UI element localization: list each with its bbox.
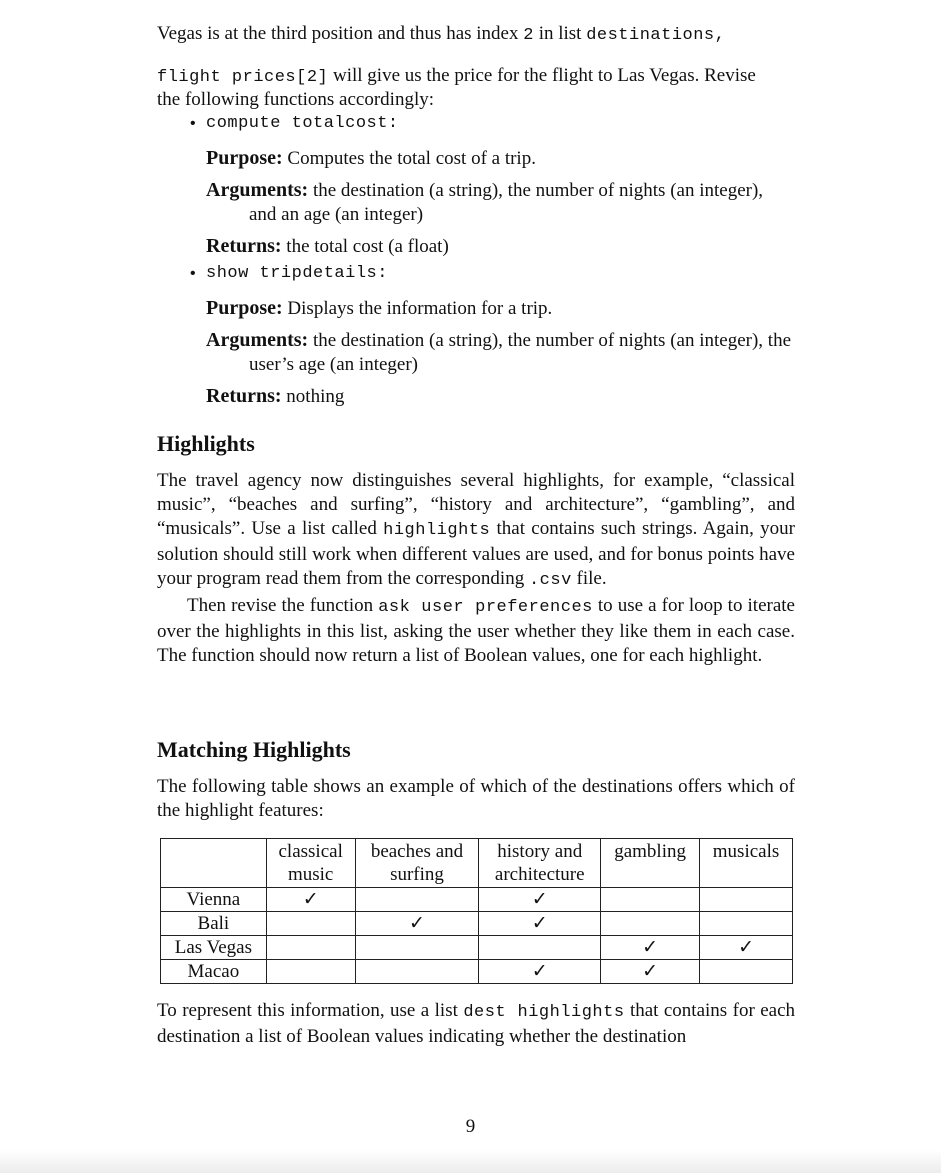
returns-field — [206, 234, 795, 259]
text: Then revise the function — [187, 595, 379, 616]
table-cell: ✓ — [479, 960, 601, 984]
function-name: • compute totalcost: — [206, 113, 795, 135]
purpose-label: Purpose: — [206, 297, 283, 319]
table-cell: ✓ — [479, 888, 601, 912]
arguments-label: Arguments: — [206, 329, 309, 351]
header-classical-music: classical music — [266, 839, 355, 888]
table-cell — [266, 960, 355, 984]
text: will give us the price for the flight to Las Vegas. Revise — [328, 65, 756, 86]
table-cell — [355, 960, 479, 984]
row-label: Macao — [161, 960, 267, 984]
table-row — [161, 960, 793, 984]
returns-text: the total cost (a float) — [281, 236, 449, 257]
page-number: 9 — [465, 1116, 476, 1137]
purpose-text: Displays the information for a trip. — [282, 298, 553, 319]
returns-text: nothing — [281, 386, 345, 407]
table-cell: ✓ — [266, 888, 355, 912]
highlights-body — [157, 469, 795, 668]
table-cell: ✓ — [355, 912, 479, 936]
purpose-label: Purpose: — [206, 147, 283, 169]
table-cell — [700, 960, 793, 984]
table-cell — [700, 888, 793, 912]
code-highlights: highlights — [383, 521, 491, 540]
arguments-text: the destination (a string), the number of nights (an integer), the user’s age (an integer) — [249, 330, 792, 375]
matching-intro: The following table shows an example of which of the destinations offers which of the highlight features: — [157, 776, 795, 821]
code-index: 2 — [523, 26, 534, 45]
table-cell — [266, 936, 355, 960]
code-dest-highlights: dest highlights — [463, 1003, 625, 1022]
header-history-architecture: history and architecture — [479, 839, 601, 888]
text: that contains for each destination a list of Boolean values indicating whether the destination — [157, 1000, 796, 1047]
arguments-text: the destination (a string), the number of nights (an integer), and an age (an integer) — [249, 180, 764, 225]
highlights-paragraph-1 — [157, 469, 795, 593]
text: To represent this information, use a list — [157, 1000, 464, 1021]
row-label: Vienna — [161, 888, 267, 912]
table-cell — [601, 888, 700, 912]
function-spec-2 — [157, 263, 795, 409]
section-heading-matching-highlights: Matching Highlights — [157, 737, 351, 762]
header-empty — [161, 839, 267, 888]
header-gambling: gambling — [601, 839, 700, 888]
table-row — [161, 912, 793, 936]
purpose-field — [206, 296, 795, 321]
table-cell: ✓ — [601, 960, 700, 984]
intro-line-2 — [157, 64, 756, 90]
row-label: Bali — [161, 912, 267, 936]
function-details — [206, 146, 795, 259]
text: that contains such strings. Again, your solution should still work when different values are used, and for bonus points have your program read them from the corresponding — [157, 518, 795, 589]
arguments-field — [206, 178, 795, 227]
function-details — [206, 296, 795, 409]
page-bottom-shade — [0, 1150, 941, 1173]
function-name: • show tripdetails: — [206, 263, 795, 285]
code-ask-user-preferences: ask user preferences — [378, 598, 593, 617]
table-cell: ✓ — [700, 936, 793, 960]
purpose-field — [206, 146, 795, 171]
function-spec-1 — [157, 113, 795, 259]
table-row — [161, 888, 793, 912]
matching-outro — [157, 999, 795, 1049]
header-musicals: musicals — [700, 839, 793, 888]
table-header-row — [161, 839, 793, 888]
highlights-paragraph-2 — [157, 594, 795, 668]
highlights-table — [160, 838, 793, 984]
table-cell: ✓ — [479, 912, 601, 936]
returns-label: Returns: — [206, 385, 282, 407]
intro-line-1 — [157, 22, 725, 48]
table-cell — [355, 888, 479, 912]
code-destinations: destinations, — [586, 26, 726, 45]
text: file. — [571, 568, 607, 589]
code-flight-prices: flight prices[2] — [157, 68, 329, 87]
table-cell — [479, 936, 601, 960]
table-cell: ✓ — [601, 936, 700, 960]
header-beaches-surfing: beaches and surfing — [355, 839, 479, 888]
section-heading-highlights: Highlights — [157, 431, 255, 456]
text: in list — [533, 23, 587, 44]
returns-field — [206, 384, 795, 409]
code-csv: .csv — [528, 571, 572, 590]
text: to use a for loop to iterate over the highlights in this list, asking the user whether they like them in each case. The function should now return a list of Boolean values, one for each highlight. — [157, 595, 795, 666]
arguments-field — [206, 328, 795, 377]
text: Vegas is at the third position and thus has index — [157, 23, 524, 44]
returns-label: Returns: — [206, 235, 282, 257]
table-row — [161, 936, 793, 960]
table-cell — [355, 936, 479, 960]
row-label: Las Vegas — [161, 936, 267, 960]
text: The travel agency now distinguishes several highlights, for example, “classical music”, “beaches and surfing”, “history and architecture”, “gambling”, and “musicals”. Use a list called — [157, 470, 795, 539]
intro-line-3: the following functions accordingly: — [157, 89, 435, 110]
arguments-label: Arguments: — [206, 179, 309, 201]
table-cell — [266, 912, 355, 936]
purpose-text: Computes the total cost of a trip. — [282, 148, 536, 169]
table-cell — [700, 912, 793, 936]
table-cell — [601, 912, 700, 936]
